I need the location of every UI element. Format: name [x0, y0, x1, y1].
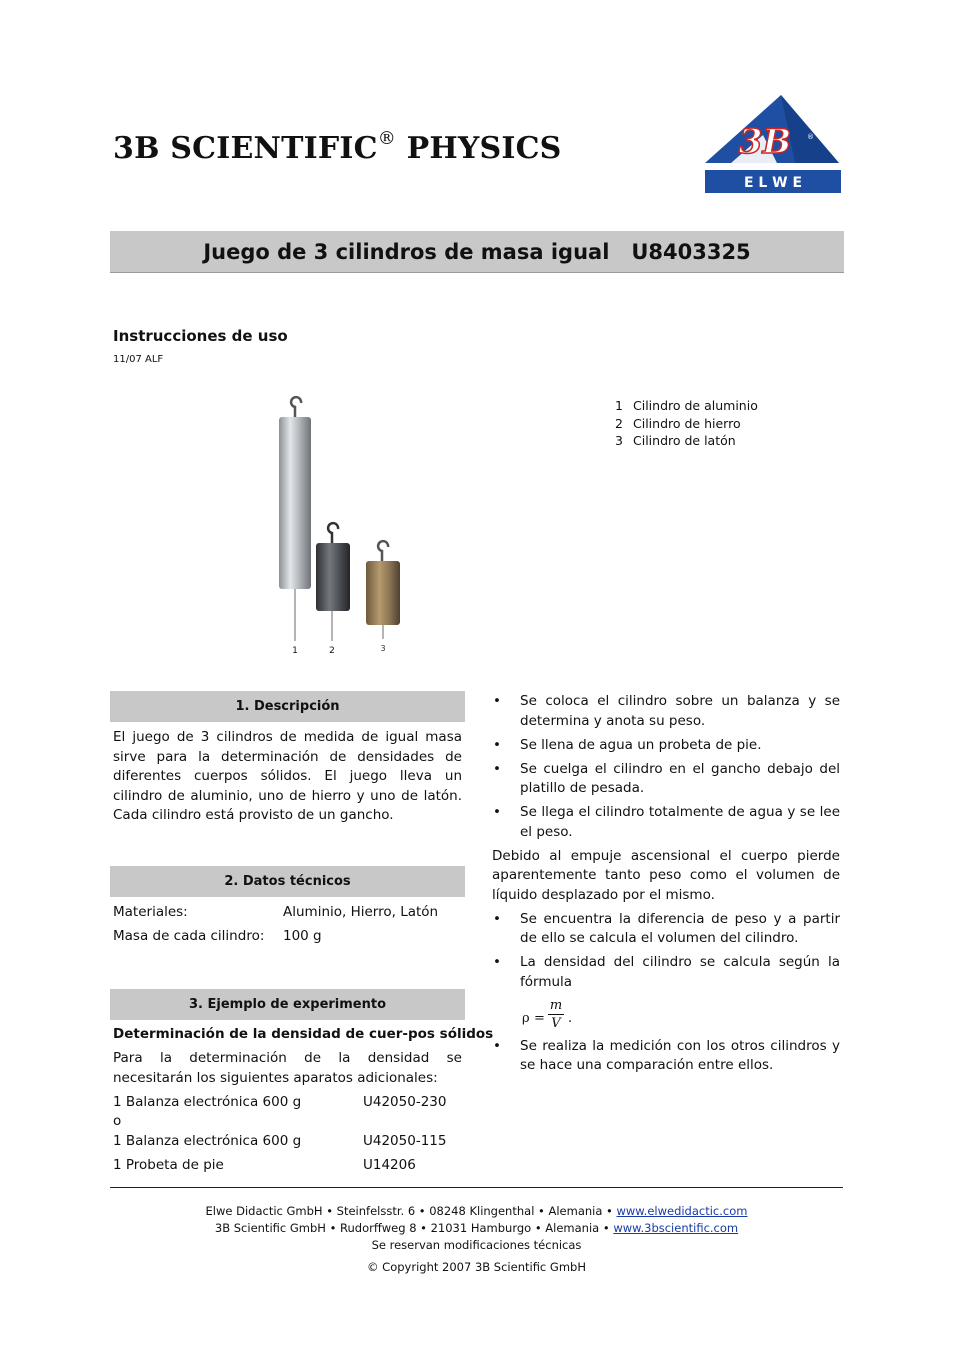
density-formula: ρ = m V .	[522, 997, 573, 1031]
list-item: • Se cuelga el cilindro en el gancho debajo del platillo de pesada.	[493, 760, 840, 796]
brand-tail: PHYSICS	[395, 131, 562, 166]
equipment-row: o	[113, 1113, 122, 1129]
procedure-steps	[492, 692, 840, 1080]
product-title: Juego de 3 cilindros de masa igual U8403325	[203, 239, 751, 264]
logo-reg-mark: ®	[807, 133, 814, 141]
list-item: • Se realiza la medición con los otros cilindros y se hace una comparación entre ellos.	[493, 1037, 840, 1073]
footer-copyright: © Copyright 2007 3B Scientific GmbH	[367, 1260, 586, 1274]
brand-title	[113, 128, 562, 166]
footer-notice: Se reservan modificaciones técnicas	[371, 1238, 582, 1252]
cylinders-photo	[266, 395, 416, 657]
equipment-row: 1 Balanza electrónica 600 g U42050-230	[113, 1093, 447, 1110]
legend-item: 3 Cilindro de latón	[615, 433, 736, 448]
instructions-heading: Instrucciones de uso	[113, 327, 288, 345]
3b-elwe-logo	[703, 95, 841, 193]
brand-main: 3B SCIENTIFIC	[113, 131, 378, 166]
figure-label-2: 2	[329, 646, 335, 656]
experiment-intro: Para la determinación de la densidad se necesitarán los siguientes aparatos adicionales:	[113, 1050, 462, 1086]
technical-data	[113, 903, 462, 947]
logo-elwe-text: E L W E	[743, 175, 803, 191]
equipment-row: 1 Balanza electrónica 600 g U42050-115	[113, 1132, 447, 1149]
footer-address-3b: 3B Scientific GmbH • Rudorffweg 8 • 21031 Hamburgo • Alemania • www.3bscientific.com	[214, 1221, 739, 1235]
figure-label-1: 1	[292, 646, 298, 656]
list-item: • Se llena de agua un probeta de pie.	[493, 736, 762, 753]
section-heading-datos: 2. Datos técnicos	[110, 866, 465, 897]
experiment-subheading: Determinación de la densidad de cuer-pos sólidos	[113, 1026, 494, 1042]
buoyancy-paragraph: Debido al empuje ascensional el cuerpo pierde aparentemente tanto peso como el volumen de líquido desplazado por el mismo.	[492, 847, 840, 903]
registered-mark: ®	[377, 128, 396, 149]
tech-row-mass: Masa de cada cilindro: 100 g	[113, 928, 322, 944]
figure-label-3: 3	[380, 644, 386, 653]
instructions-date: 11/07 ALF	[113, 354, 164, 365]
list-item: • Se coloca el cilindro sobre un balanza y se determina y anota su peso.	[493, 693, 840, 729]
equipment-row: 1 Probeta de pie U14206	[113, 1156, 416, 1173]
footer-divider	[110, 1187, 843, 1188]
legend-item: 2 Cilindro de hierro	[615, 415, 741, 431]
product-title-bar	[110, 231, 844, 273]
product-code: U8403325	[631, 239, 751, 264]
description-text: El juego de 3 cilindros de medida de igual masa sirve para la determinación de densidades de diferentes cuerpos sólidos. El juego lleva un cilindro de aluminio, uno de hierro y uno de latón. Cada cilindro está provisto de un gancho.	[113, 729, 462, 823]
footer-address-elwe: Elwe Didactic GmbH • Steinfelsstr. 6 • 08248 Klingenthal • Alemania • www.elwedidactic.com	[205, 1204, 748, 1218]
list-item: • La densidad del cilindro se calcula según la fórmula	[493, 954, 840, 990]
section-heading-descripcion: 1. Descripción	[110, 691, 465, 722]
experiment-example	[113, 1025, 494, 1175]
list-item: • Se llega el cilindro totalmente de agua y se lee el peso.	[493, 804, 840, 840]
tech-row-materials: Materiales: Aluminio, Hierro, Latón	[113, 904, 439, 920]
logo-3b-text: 3B	[738, 122, 792, 162]
list-item: • Se encuentra la diferencia de peso y a partir de ello se calcula el volumen del cilindro.	[493, 910, 840, 946]
section-heading-ejemplo: 3. Ejemplo de experimento	[110, 989, 465, 1020]
3b-website-link[interactable]: www.3bscientific.com	[613, 1221, 739, 1235]
elwe-website-link[interactable]: www.elwedidactic.com	[616, 1204, 748, 1218]
legend-item: 1 Cilindro de aluminio	[615, 398, 758, 413]
figure-legend	[615, 397, 758, 450]
